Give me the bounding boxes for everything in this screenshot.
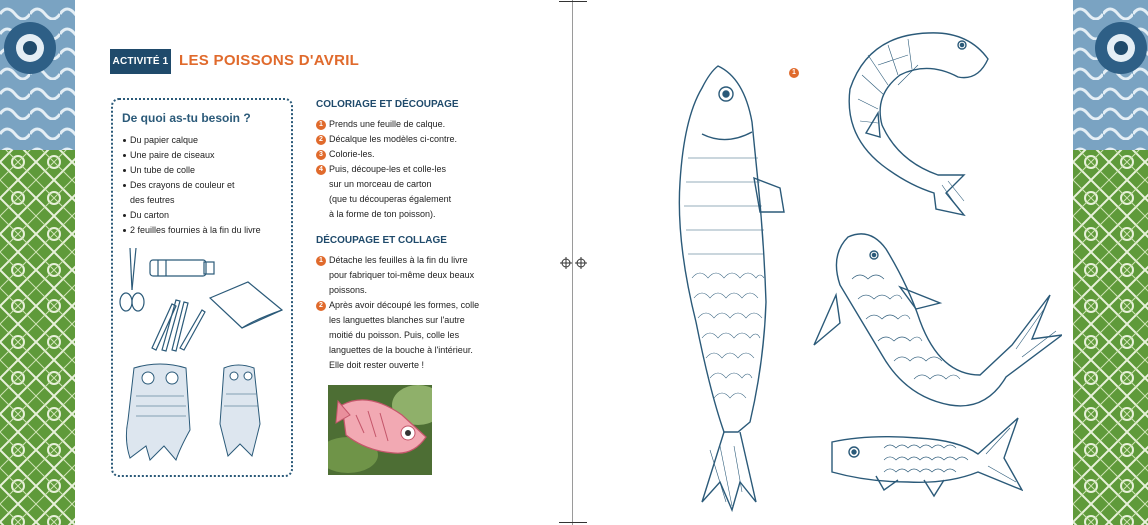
paper-fish-models [120, 360, 285, 465]
cutting-steps [316, 253, 521, 373]
page-title: LES POISSONS D'AVRIL [179, 52, 360, 69]
step-text-continued: les languettes blanches sur l'autre [329, 315, 465, 325]
supply-item: Un tube de colle [122, 163, 287, 178]
supply-item: 2 feuilles fournies à la fin du livre [122, 223, 287, 238]
step-text-continued: poissons. [329, 285, 368, 295]
step-text-continued: pour fabriquer toi-même deux beaux [329, 270, 475, 280]
pencils-icon [152, 300, 205, 351]
coloring-step [316, 117, 521, 132]
paper-fish-photo [328, 385, 432, 475]
supply-item-continued: des feutres [130, 195, 175, 205]
coloring-step [316, 162, 521, 177]
cutting-step [316, 253, 521, 268]
supply-item: Des crayons de couleur et [122, 178, 287, 193]
step-number: 2 [316, 135, 326, 145]
activity-badge: ACTIVITÉ 1 [110, 49, 171, 74]
horizontal-fish-template [828, 414, 1023, 510]
step-number: 3 [316, 150, 326, 160]
step-text: Après avoir découpé les formes, colle [329, 300, 480, 310]
step-number: 4 [316, 165, 326, 175]
coloring-steps [316, 117, 521, 222]
glue-tube-icon [150, 260, 214, 276]
step-text: Colorie-les. [329, 149, 375, 159]
step-text-continued: à la forme de ton poisson). [329, 209, 436, 219]
step-text: Puis, découpe-les et colle-les [329, 164, 447, 174]
step-text-continued: moitié du poisson. Puis, colle les [329, 330, 460, 340]
coloring-step [316, 147, 521, 162]
step-number: 1 [316, 256, 326, 266]
left-decorative-strip [0, 0, 75, 525]
supplies-illustration [114, 244, 286, 360]
step-text: Décalque les modèles ci-contre. [329, 134, 458, 144]
curved-fish-template [838, 25, 998, 220]
step-number: 1 [316, 120, 326, 130]
step-text-continued: sur un morceau de carton [329, 179, 432, 189]
vertical-fish-template [640, 62, 790, 517]
supply-item: Du carton [122, 208, 287, 223]
step-text-continued: (que tu découperas également [329, 194, 452, 204]
registration-mark-icon [560, 257, 572, 269]
right-decorative-strip [1073, 0, 1148, 525]
step-text-continued: languettes de la bouche à l'intérieur. [329, 345, 473, 355]
scissors-icon [120, 248, 144, 311]
crop-mark-top [559, 1, 587, 2]
registration-mark-icon [575, 257, 587, 269]
supplies-title: De quoi as-tu besoin ? [122, 111, 251, 125]
crop-mark-bottom [559, 522, 587, 523]
coloring-step [316, 132, 521, 147]
step-text: Prends une feuille de calque. [329, 119, 446, 129]
paper-sheet-icon [210, 282, 282, 328]
supply-item: Du papier calque [122, 133, 287, 148]
coloring-section-title: COLORIAGE ET DÉCOUPAGE [316, 99, 459, 110]
page-spine [572, 0, 573, 525]
cutting-step [316, 298, 521, 313]
step-number: 2 [316, 301, 326, 311]
supply-item: Une paire de ciseaux [122, 148, 287, 163]
cutting-section-title: DÉCOUPAGE ET COLLAGE [316, 235, 447, 246]
swimming-fish-template [810, 225, 1062, 415]
supplies-list [122, 133, 287, 238]
template-marker: 1 [789, 68, 799, 78]
step-text: Détache les feuilles à la fin du livre [329, 255, 468, 265]
step-text-continued: Elle doit rester ouverte ! [329, 360, 425, 370]
